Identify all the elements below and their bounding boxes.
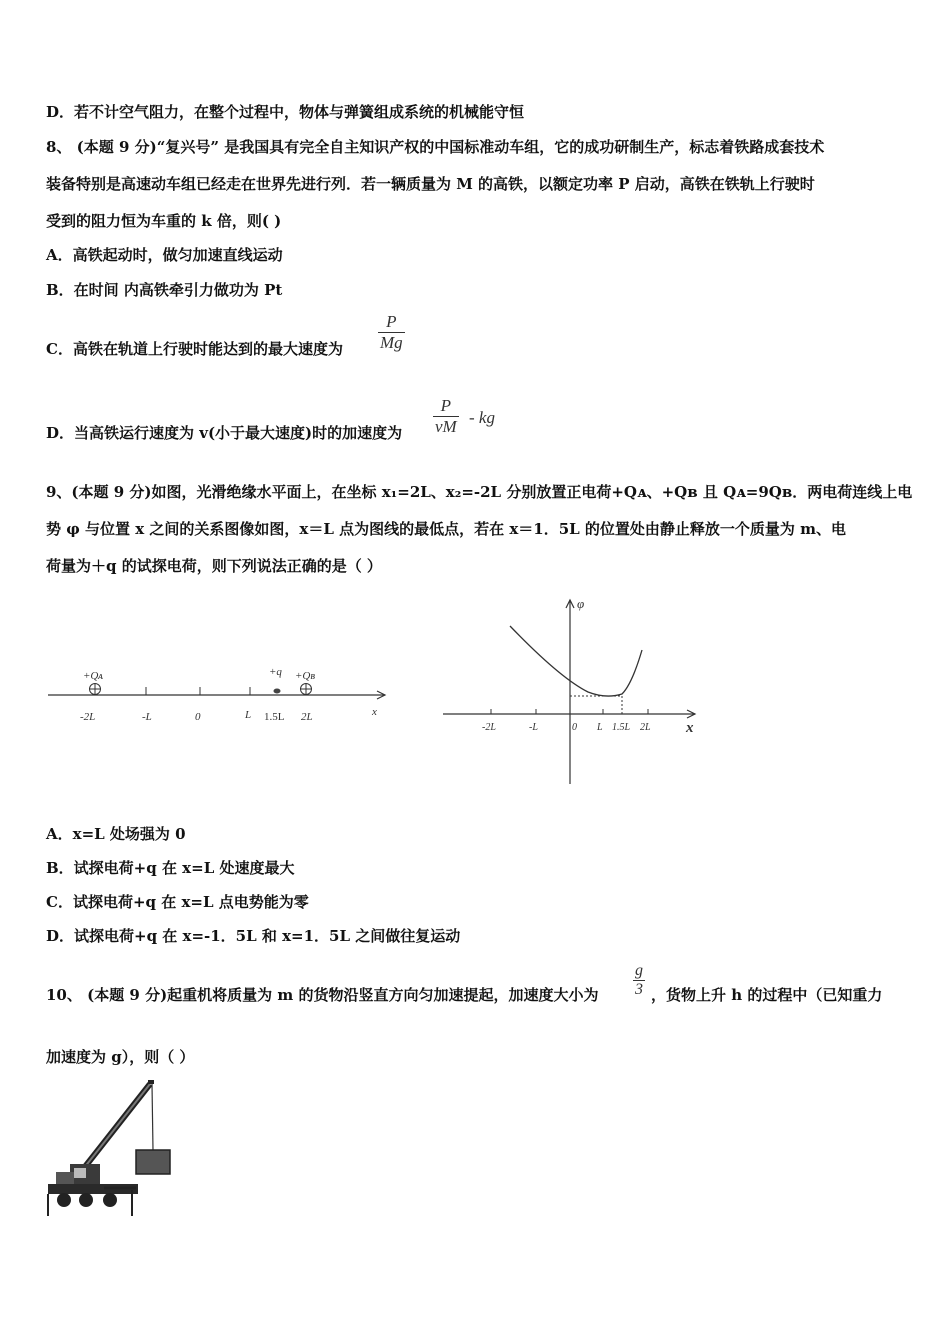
q8-stem-line3: 受到的阻力恒为车重的 k 倍，则( ) — [46, 212, 282, 230]
test-charge-label: +q — [269, 666, 282, 678]
wheel — [57, 1193, 71, 1207]
crane-engine — [56, 1172, 74, 1186]
x-axis-label: x — [686, 720, 694, 736]
tick-label: 0 — [572, 722, 577, 733]
q8-option-c-fraction — [378, 312, 405, 353]
x-axis-label: x — [372, 706, 377, 718]
q8-option-a: A．高铁起动时，做匀加速直线运动 — [46, 246, 283, 264]
potential-curve — [510, 626, 642, 696]
tick-label: -L — [529, 722, 538, 733]
q8-option-d-fraction — [433, 396, 459, 437]
q8-option-c: C．高铁在轨道上行驶时能达到的最大速度为 — [46, 340, 343, 358]
tick-label: -2L — [482, 722, 496, 733]
y-axis-label: φ — [577, 596, 585, 611]
crane-cable — [152, 1084, 153, 1150]
q8-stem-line2: 装备特别是高速动车组已经走在世界先进行列．若一辆质量为 M 的高铁，以额定功率 P 启动，高铁在铁轨上行驶时 — [46, 175, 815, 193]
q9-charge-axis-figure — [40, 655, 400, 735]
tick-label: L — [245, 709, 252, 721]
tick-label: 0 — [195, 711, 201, 723]
tick-label: 2L — [640, 722, 651, 733]
fraction-denominator: Mg — [380, 333, 403, 352]
charge-b-label: +Qʙ — [295, 670, 316, 682]
q9-option-b: B．试探电荷+q 在 x=L 处速度最大 — [46, 859, 295, 877]
tick-label: 2L — [301, 711, 313, 723]
tick-label: L — [597, 722, 603, 733]
fraction-denominator: 3 — [635, 981, 643, 998]
q9-option-d: D．试探电荷+q 在 x=-1．5L 和 x=1．5L 之间做往复运动 — [46, 927, 461, 945]
fraction-numerator: g — [635, 962, 643, 979]
q8-option-d: D．当高铁运行速度为 v(小于最大速度)时的加速度为 — [46, 424, 403, 442]
q8-option-b: B．在时间 内高铁牵引力做功为 Pt — [46, 281, 283, 299]
tick-label: -2L — [80, 711, 96, 723]
cab-window — [74, 1168, 86, 1178]
q8-stem-line1: 8、 (本题 9 分)“复兴号” 是我国具有完全自主知识产权的中国标准动车组，它的成功研制生产，标志着铁路成套技术 — [46, 138, 825, 156]
wheel — [79, 1193, 93, 1207]
fraction-numerator: P — [378, 312, 405, 333]
tick-label: 1.5L — [264, 711, 285, 723]
q10-stem-line2: 加速度为 g），则（ ） — [46, 1048, 195, 1066]
q10-stem-line1-tail: ，货物上升 h 的过程中（已知重力 — [651, 986, 883, 1004]
q9-stem-line2: 势 φ 与位置 x 之间的关系图像如图，x＝L 点为图线的最低点，若在 x＝1．5L 的位置处由静止释放一个质量为 m、电 — [46, 520, 847, 538]
cargo-load — [136, 1150, 170, 1174]
charge-a-label: +Qᴀ — [83, 670, 103, 682]
test-charge-icon — [274, 689, 281, 694]
q7-option-d: D．若不计空气阻力，在整个过程中，物体与弹簧组成系统的机械能守恒 — [46, 103, 525, 121]
q9-option-a: A．x=L 处场强为 0 — [46, 825, 186, 843]
fraction-numerator: P — [433, 396, 459, 417]
crane-illustration — [44, 1076, 184, 1222]
q9-stem-line1: 9、(本题 9 分)如图，光滑绝缘水平面上，在坐标 x₁=2L、x₂=-2L 分别放置正电荷+Qᴀ、+Qʙ 且 Qᴀ=9Qʙ．两电荷连线上电 — [46, 483, 913, 501]
q8-option-d-tail: - kg — [469, 408, 495, 427]
q9-option-c: C．试探电荷+q 在 x=L 点电势能为零 — [46, 893, 309, 911]
q10-stem-line1: 10、 (本题 9 分)起重机将质量为 m 的货物沿竖直方向匀加速提起，加速度大小为 — [46, 986, 599, 1004]
q10-acceleration-fraction — [633, 962, 645, 999]
wheel — [103, 1193, 117, 1207]
tick-label: 1.5L — [612, 722, 631, 733]
q9-potential-graph — [440, 592, 710, 792]
tick-label: -L — [142, 711, 152, 723]
q9-stem-line3: 荷量为＋q 的试探电荷，则下列说法正确的是（ ） — [46, 557, 382, 575]
fraction-denominator: vM — [435, 417, 457, 436]
